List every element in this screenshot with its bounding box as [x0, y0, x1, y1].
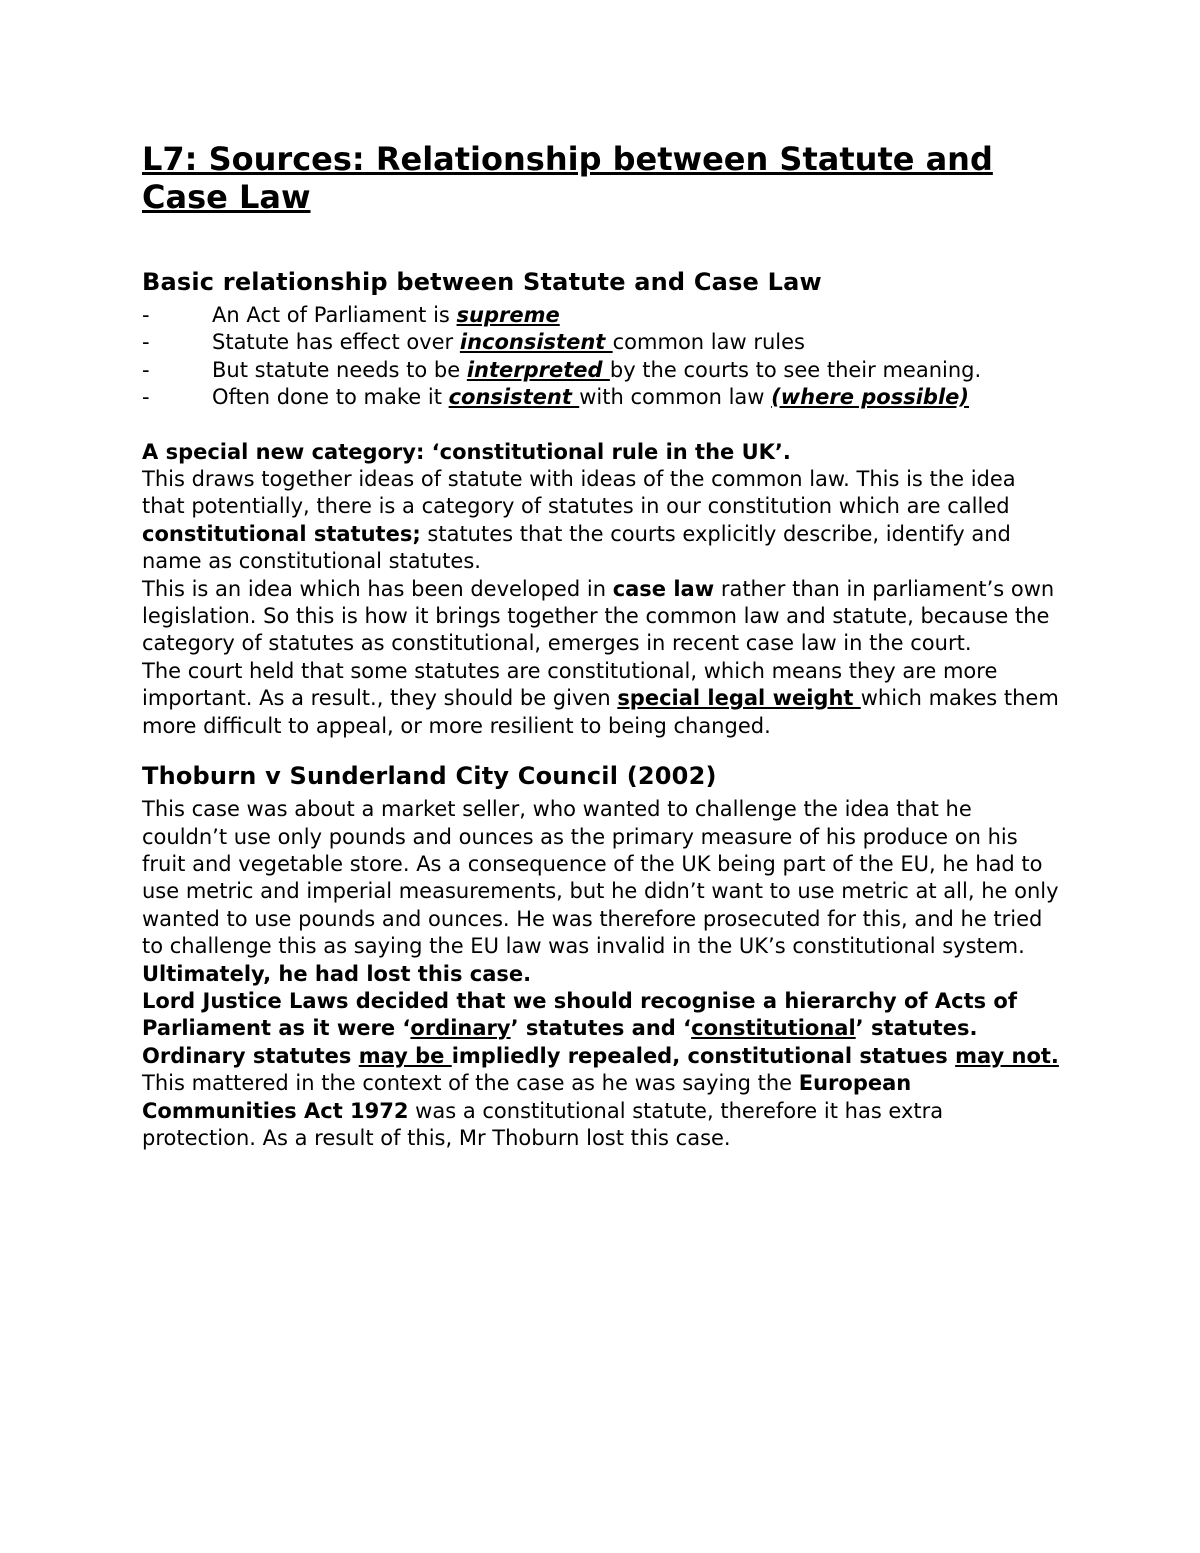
list-text: But statute needs to be [212, 357, 467, 382]
paragraph: This case was about a market seller, who wanted to challenge the idea that he couldn’t use only pounds and ounces as the primary measure of his produce on his fruit and vegetable store. As a consequence of the UK being part of the EU, he had to use metric and imperial measurements, but he didn’t want to use metric at all, he only wanted to use pounds and ounces. He was therefore prosecuted for this, and he tried to challenge this as saying the EU law was invalid in the UK’s constitutional system. [142, 797, 1059, 959]
bold-text: ’ statutes and ‘ [510, 1016, 692, 1041]
text: The court held that some statutes are constitutional, which means they are more important. As a result., they should be given [142, 658, 998, 711]
bold-text: case law [612, 576, 715, 601]
bold-text: Ordinary statutes [142, 1043, 359, 1068]
bold-text: Ultimately, he had lost this case. [142, 961, 532, 986]
section-heading-thoburn: Thoburn v Sunderland City Council (2002) [142, 762, 717, 791]
list-text: An Act of Parliament is [212, 303, 457, 327]
section-heading-basic-relationship: Basic relationship between Statute and Case Law [142, 268, 822, 296]
emphasis-text: (where possible) [771, 385, 969, 410]
list-text: common law rules [612, 330, 805, 355]
bold-underlined-text: may not. [955, 1043, 1059, 1068]
list-dash: - [142, 357, 150, 382]
bold-text: impliedly repealed, constitutional statues [451, 1043, 956, 1068]
list-item [142, 302, 1062, 329]
list-text: by the courts to see their meaning. [609, 357, 982, 382]
list-dash: - [142, 303, 150, 327]
list-text: Often done to make it [212, 385, 449, 410]
bold-underlined-text: may be [358, 1043, 452, 1068]
paragraph [142, 961, 1062, 988]
text: This is an idea which has been developed in [142, 576, 613, 601]
list-dash: - [142, 330, 150, 355]
text: rather than in parliament’s own legislation. So this is how it brings together the common law and statute, because the category of statutes as constitutional, emerges in recent case law in the court. [142, 576, 1055, 656]
text: statutes that the courts explicitly describe, identify and name as constitutional statutes. [142, 521, 1011, 574]
page-title: L7: Sources: Relationship between Statute and Case Law [142, 140, 993, 216]
bold-underlined-text: ordinary [410, 1016, 511, 1041]
bold-text: Lord Justice Laws decided that we should recognise a hierarchy of Acts of Parliament as it were ‘ [142, 988, 1017, 1041]
paragraph [142, 1070, 1062, 1152]
bold-heading: A special new category: ‘constitutional rule in the UK’. [142, 439, 791, 464]
paragraph [142, 576, 1062, 658]
emphasis-text: consistent [448, 385, 580, 410]
bold-underlined-text: constitutional [691, 1016, 856, 1041]
text: This draws together ideas of statute with ideas of the common law. This is the idea that potentially, there is a category of statutes in our constitution which are called [142, 467, 1016, 519]
section-heading-special-category [142, 439, 1062, 466]
paragraph [142, 988, 1062, 1043]
paragraph [142, 466, 1062, 576]
list-text: with common law [579, 385, 772, 410]
list-item [142, 384, 1062, 411]
bold-text: constitutional statutes; [142, 521, 421, 546]
emphasis-text: inconsistent [459, 330, 613, 355]
list-text: Statute has effect over [212, 330, 460, 355]
bold-underlined-text: special legal weight [617, 686, 861, 711]
emphasis-text: supreme [456, 303, 560, 327]
text: was a constitutional statute, therefore it has extra protection. As a result of this, Mr Thoburn lost this case. [142, 1098, 944, 1150]
document-page [142, 140, 1062, 1152]
list-item [142, 357, 1062, 384]
spacer [142, 412, 1062, 439]
paragraph [142, 1043, 1062, 1070]
list-dash: - [142, 385, 150, 410]
list-item [142, 329, 1062, 356]
emphasis-text: interpreted [466, 357, 610, 382]
text: This mattered in the context of the case as he was saying the [142, 1071, 799, 1096]
spacer [142, 740, 1062, 762]
paragraph [142, 658, 1062, 740]
bold-text: ’ statutes. [855, 1016, 978, 1041]
text: which makes them more difficult to appeal, or more resilient to being changed. [142, 686, 1059, 738]
bold-text: European Communities Act 1972 [142, 1071, 912, 1123]
